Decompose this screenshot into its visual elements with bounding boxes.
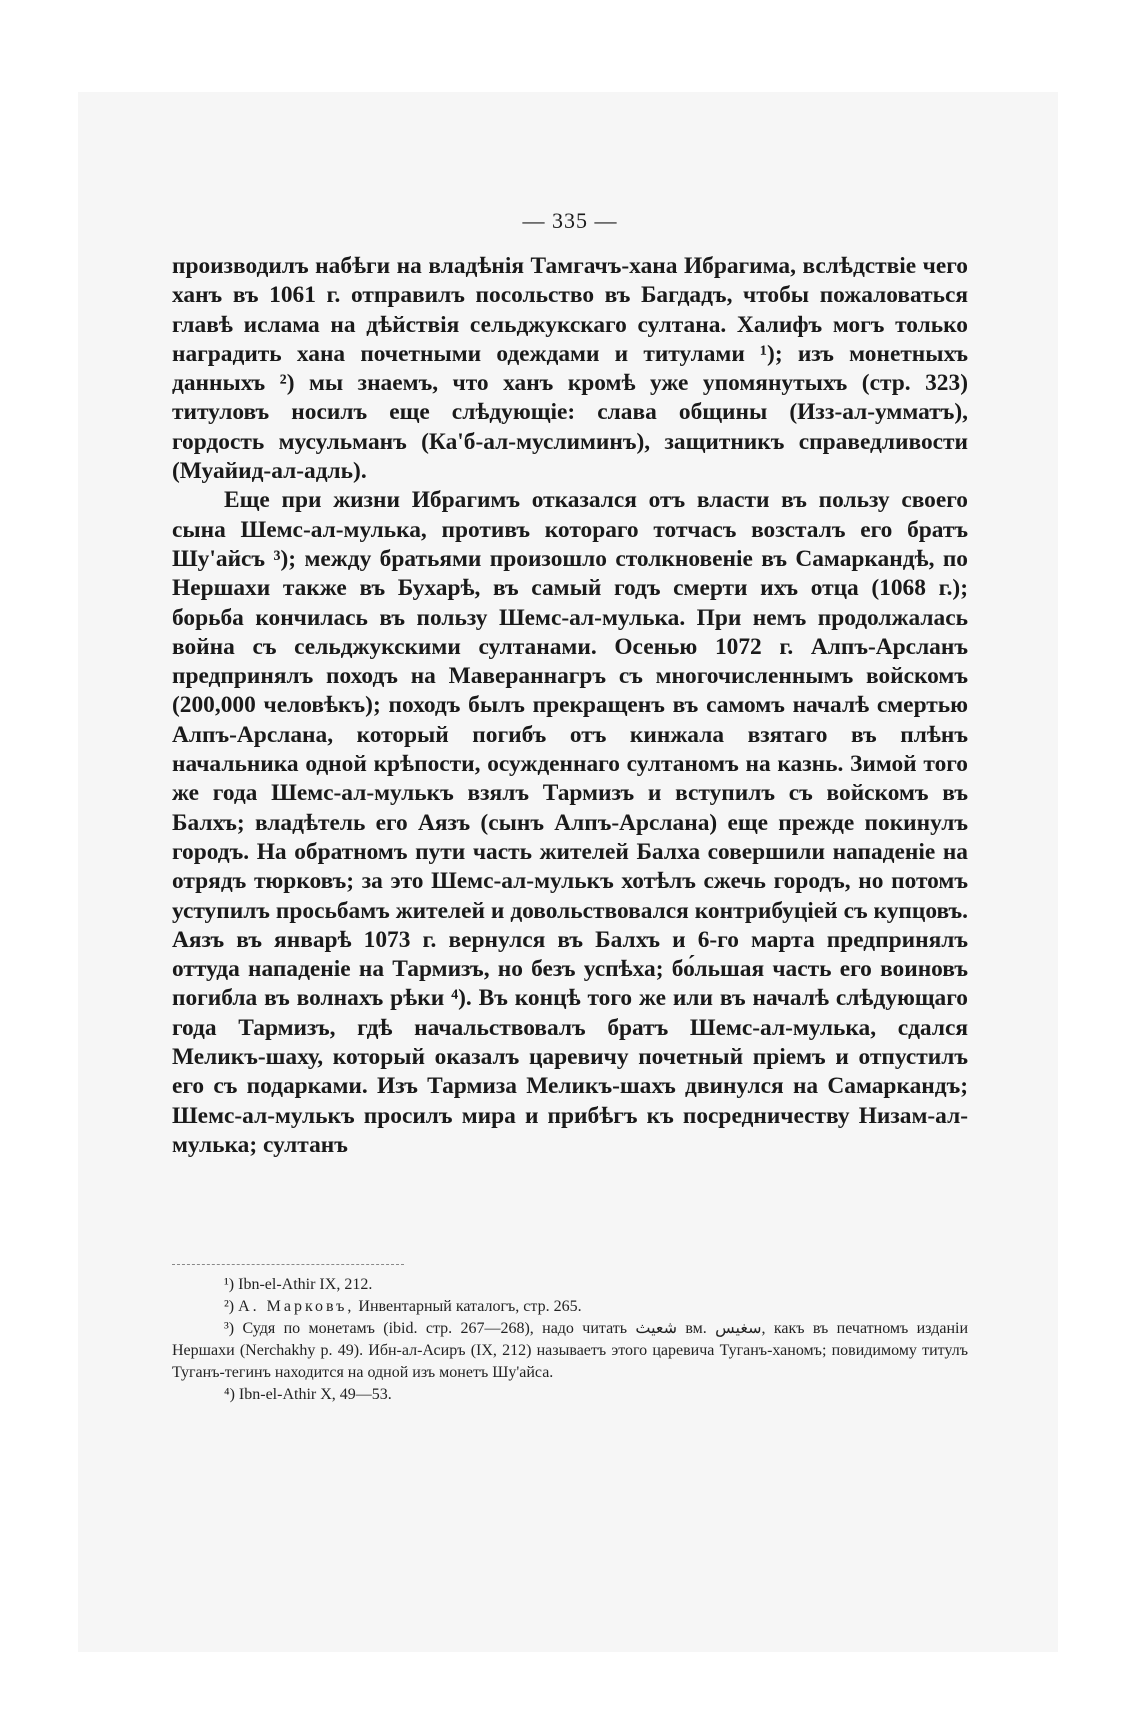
footnote-text: Ibn-el-Athir X, 49—53.: [238, 1386, 392, 1403]
footnote-author: А. Марковъ,: [238, 1298, 355, 1315]
footnotes: [172, 1274, 968, 1406]
paragraph-1: производилъ набѣги на владѣнія Тамгачъ-хана Ибрагима, вслѣдствіе чего ханъ въ 1061 г. отправилъ посольство въ Багдадъ, чтобы пожаловаться главѣ ислама на дѣйствія сельджукскаго султана. Халифъ могъ только наградить хана почетными одеждами и титулами ¹); изъ монетныхъ данныхъ ²) мы знаемъ, что ханъ кромѣ уже упомянутыхъ (стр. 323) титуловъ носилъ еще слѣдующіе: слава общины (Изз-ал-умматъ), гордость мусульманъ (Ка'б-ал-муслиминъ), защитникъ справедливости (Муайид-ал-адль).: [172, 253, 968, 485]
footnote-mark: ³): [224, 1320, 235, 1337]
footnote-text: Инвентарный каталогъ, стр. 265.: [358, 1298, 582, 1315]
footnote-2: [172, 1296, 968, 1318]
footnote-1: [172, 1274, 968, 1296]
footnote-mark: ²): [224, 1298, 235, 1315]
page-number: — 335 —: [522, 208, 618, 233]
paragraph-2: Еще при жизни Ибрагимъ отказался отъ власти въ пользу своего сына Шемс-ал-мулька, противъ котораго тотчасъ возсталъ его братъ Шу'айсъ ³); между братьями произошло столкновеніе въ Самаркандѣ, по Нершахи также въ Бухарѣ, въ самый годъ смерти ихъ отца (1068 г.); борьба кончилась въ пользу Шемс-ал-мулька. При немъ продолжалась война съ сельджукскими султанами. Осенью 1072 г. Алпъ-Арсланъ предпринялъ походъ на Мавераннагръ съ многочисленнымъ войскомъ (200,000 человѣкъ); походъ былъ прекращенъ въ самомъ началѣ смертью Алпъ-Арслана, который погибъ отъ кинжала взятаго въ плѣнъ начальника одной крѣпости, осужденнаго султаномъ на казнь. Зимой того же года Шемс-ал-мулькъ взялъ Тармизъ и вступилъ съ войскомъ въ Балхъ; владѣтель его Аязъ (сынъ Алпъ-Арслана) еще прежде покинулъ городъ. На обратномъ пути часть жителей Балха совершили нападеніе на отрядъ тюрковъ; за это Шемс-ал-мулькъ хотѣлъ сжечь городъ, но потомъ уступилъ просьбамъ жителей и довольствовался контрибуціей съ купцовъ. Аязъ въ январѣ 1073 г. вернулся въ Балхъ и 6-го марта предпринялъ оттуда нападеніе на Тармизъ, но безъ успѣха; бо́льшая часть его воиновъ погибла въ волнахъ рѣки ⁴). Въ концѣ того же или въ началѣ слѣдующаго года Тармизъ, гдѣ начальствовалъ братъ Шемс-ал-мулька, сдался Меликъ-шаху, который оказалъ царевичу почетный пріемъ и отпустилъ его съ подарками. Изъ Тармиза Меликъ-шахъ двинулся на Самаркандъ; Шемс-ал-мулькъ просилъ мира и прибѣгъ къ посредничеству Низам-ал-мулька; султанъ: [172, 487, 968, 1158]
footnote-text: Судя по монетамъ (ibid. стр. 267—268), надо читать شعيث вм. سغيس, какъ въ печатномъ изданіи Нершахи (Nerchakhy p. 49). Ибн-ал-Асиръ (IX, 212) называетъ этого царевича Туганъ-ханомъ; повидимому титулъ Туганъ-тегинъ находится на одной изъ монетъ Шу'айса.: [172, 1320, 969, 1381]
main-text: [172, 252, 968, 1160]
footnote-text: Ibn-el-Athir IX, 212.: [238, 1276, 373, 1293]
footnote-separator: [172, 1264, 404, 1265]
footnote-mark: ⁴): [224, 1386, 235, 1403]
footnote-4: [172, 1384, 968, 1406]
footnote-mark: ¹): [224, 1276, 235, 1293]
footnote-3: [172, 1318, 968, 1384]
